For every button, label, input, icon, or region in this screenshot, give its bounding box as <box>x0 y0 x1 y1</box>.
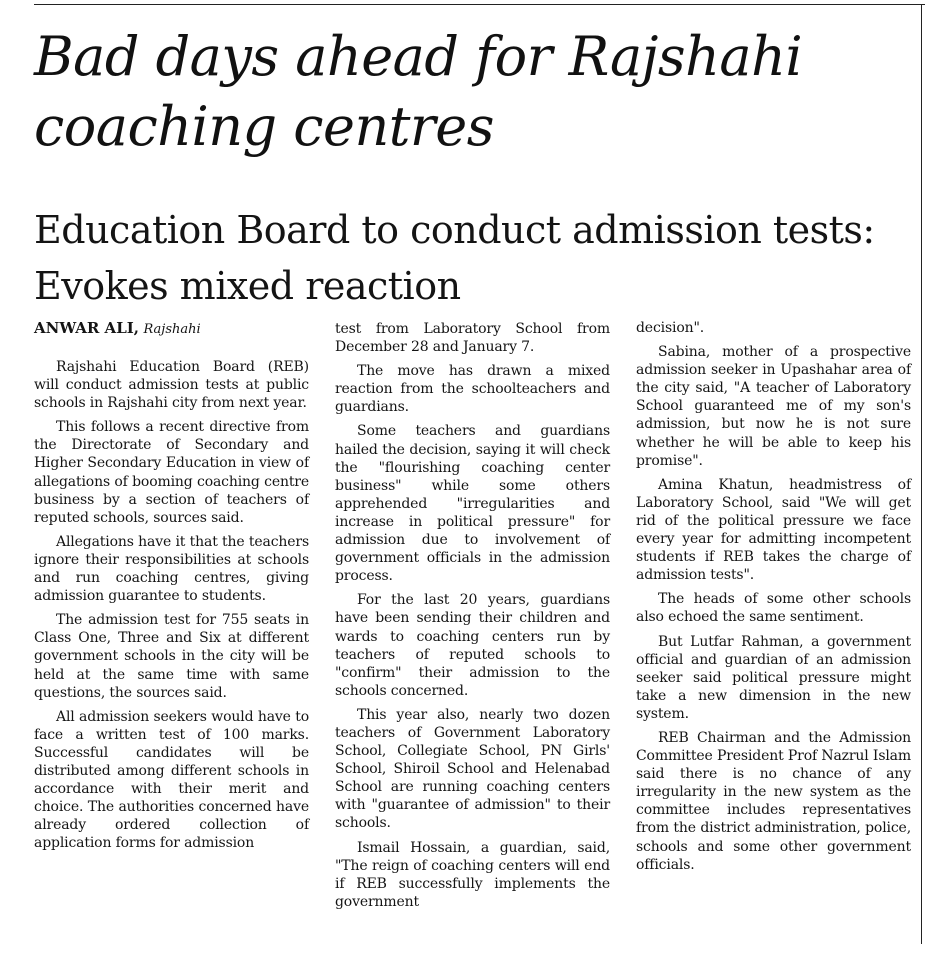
paragraph: All admission seekers would have to face a written test of 100 marks. Successful candidates will be distributed among different schools in accordance with their merit and choice. The authorities concerned have already ordered collection of application forms for admission <box>34 708 309 852</box>
headline: Bad days ahead for Rajshahi coaching centres <box>34 25 803 158</box>
subheadline: Education Board to conduct admission tests: Evokes mixed reaction <box>34 208 875 308</box>
paragraph: The move has drawn a mixed reaction from the schoolteachers and guardians. <box>335 363 610 416</box>
paragraph: Amina Khatun, headmistress of Laboratory School, said "We will get rid of the political pressure we face every year for admitting incompetent students if REB takes the charge of admission tests". <box>636 476 911 584</box>
article-column-3 <box>636 319 911 880</box>
paragraph: test from Laboratory School from December 28 and January 7. <box>335 321 610 356</box>
paragraph: The heads of some other schools also echoed the same sentiment. <box>636 591 911 626</box>
paragraph: But Lutfar Rahman, a government official and guardian of an admission seeker said political pressure might take a new dimension in the new system. <box>636 633 911 722</box>
paragraph: decision". <box>636 320 705 336</box>
paragraph: Some teachers and guardians hailed the decision, saying it will check the "flourishing coaching center business" while some others apprehended "irregularities and increase in political pressure" for admission due to involvement of government officials in the admission process. <box>335 423 610 585</box>
byline <box>34 318 314 340</box>
byline-author: ANWAR ALI, <box>34 319 139 337</box>
paragraph: REB Chairman and the Admission Committee President Prof Nazrul Islam said there is no chance of any irregularity in the new system as the committee includes representatives from the district administration, police, schools and some other government officials. <box>636 729 911 873</box>
article-column-2 <box>335 320 610 917</box>
paragraph: Ismail Hossain, a guardian, said, "The reign of coaching centers will end if REB successfully implements the government <box>335 839 610 910</box>
paragraph: For the last 20 years, guardians have been sending their children and wards to coaching centers run by teachers of reputed schools to "confirm" their admission to the schools concerned. <box>335 592 610 699</box>
top-rule <box>34 4 925 5</box>
article-column-1 <box>34 358 309 858</box>
paragraph: Sabina, mother of a prospective admission seeker in Upashahar area of the city said, "A teacher of Laboratory School guaranteed me of my son's admission, but now he is not sure whether he will be able to keep his promise". <box>636 344 911 469</box>
paragraph: Rajshahi Education Board (REB) will conduct admission tests at public schools in Rajshahi city from next year. <box>34 359 309 412</box>
right-rule <box>921 4 922 944</box>
paragraph: This year also, nearly two dozen teachers of Government Laboratory School, Collegiate School, PN Girls' School, Shiroil School and Helenabad School are running coaching centers with "guarantee of admission" to their schools. <box>335 706 610 832</box>
byline-place: Rajshahi <box>143 322 201 337</box>
paragraph: The admission test for 755 seats in Class One, Three and Six at different government schools in the city will be held at the same time with same questions, the sources said. <box>34 612 309 701</box>
paragraph: Allegations have it that the teachers ignore their responsibilities at schools and run coaching centres, giving admission guarantee to students. <box>34 533 309 605</box>
paragraph: This follows a recent directive from the Directorate of Secondary and Higher Secondary Education in view of allegations of booming coaching centre business by a section of teachers of reputed schools, sources said. <box>34 419 309 526</box>
